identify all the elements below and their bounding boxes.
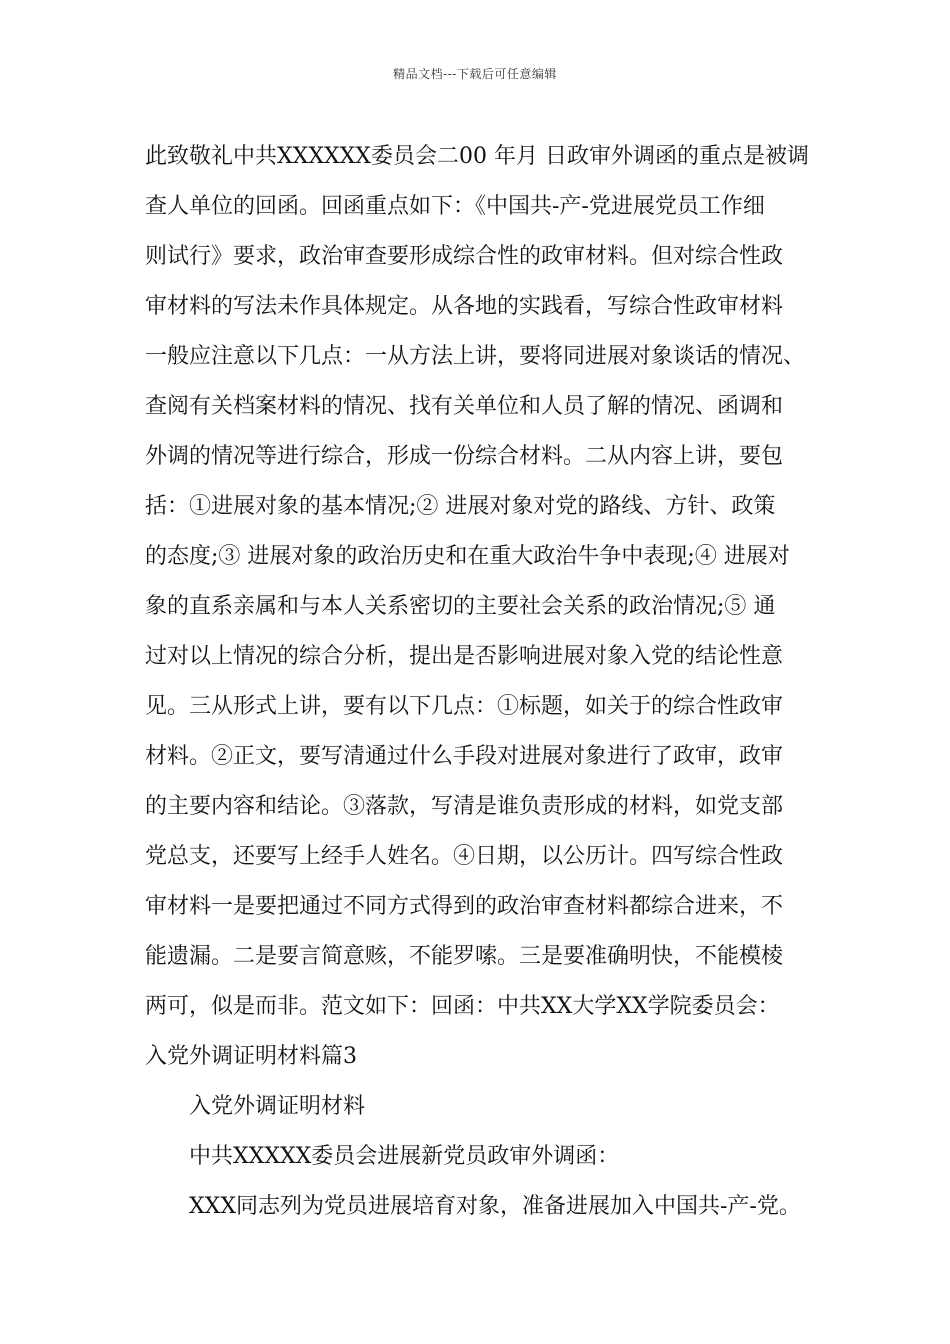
text-line: 一般应注意以下几点：一从方法上讲，要将同进展对象谈话的情况、: [145, 344, 806, 369]
text-line: 审材料的写法未作具体规定。从各地的实践看，写综合性政审材料: [145, 294, 784, 319]
text-line: XXX同志列为党员进展培育对象，准备进展加入中国共-产-党。: [189, 1194, 801, 1219]
text-line: 审材料一是要把通过不同方式得到的政治审查材料都综合进来，不: [145, 894, 784, 919]
text-line: 则试行》要求，政治审查要形成综合性的政审材料。但对综合性政: [145, 244, 784, 269]
text-line: 括：①进展对象的基本情况;② 进展对象对党的路线、方针、政策: [145, 494, 776, 519]
page-header: 精品文档---下载后可任意编辑: [393, 67, 557, 81]
text-line: 见。三从形式上讲，要有以下几点：①标题，如关于的综合性政审: [145, 694, 784, 719]
text-line: 的主要内容和结论。③落款，写清是谁负责形成的材料，如党支部: [145, 794, 784, 819]
text-line: 的态度;③ 进展对象的政治历史和在重大政治牛争中表现;④ 进展对: [145, 544, 790, 569]
document-body: [145, 132, 813, 1232]
text-line: 党总支，还要写上经手人姓名。④日期，以公历计。四写综合性政: [145, 844, 784, 869]
text-line: 两可，似是而非。范文如下：回函：中共XX大学XX学院委员会：: [145, 994, 780, 1019]
text-line: 能遗漏。二是要言简意赅，不能罗嗦。三是要准确明快，不能模棱: [145, 944, 784, 969]
text-line: 查阅有关档案材料的情况、找有关单位和人员了解的情况、函调和: [145, 394, 784, 419]
text-line: 外调的情况等进行综合，形成一份综合材料。二从内容上讲，要包: [145, 444, 784, 469]
document-title: 入党外调证明材料: [189, 1094, 366, 1119]
salutation: 中共XXXXX委员会进展新党员政审外调函：: [189, 1144, 620, 1169]
text-line: 查人单位的回函。回函重点如下：《中国共-产-党进展党员工作细: [145, 194, 765, 219]
text-line: 材料。②正文，要写清通过什么手段对进展对象进行了政审，政审: [145, 744, 784, 769]
text-line: 过对以上情况的综合分析，提出是否影响进展对象入党的结论性意: [145, 644, 784, 669]
text-line: 此致敬礼中共XXXXXX委员会二00 年月 日政审外调函的重点是被调: [145, 144, 809, 169]
section-title: 入党外调证明材料篇3: [145, 1044, 357, 1069]
text-line: 象的直系亲属和与本人关系密切的主要社会关系的政治情况;⑤ 通: [145, 594, 776, 619]
